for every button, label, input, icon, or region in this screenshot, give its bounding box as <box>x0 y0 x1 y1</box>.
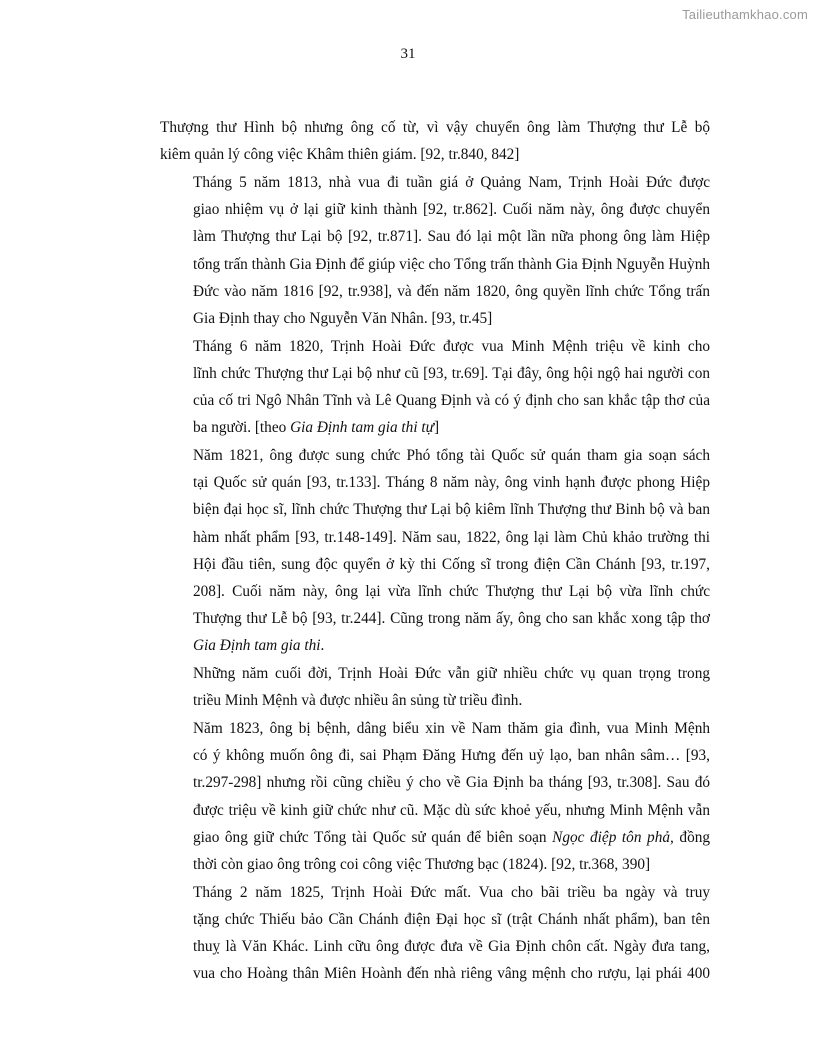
text-line: Năm 1823, ông bị bệnh, dâng biểu xin về Nam thăm gia đình, vua Minh Mệnh <box>193 719 710 737</box>
text-line: Thượng thư Lễ bộ [93, tr.244]. Cũng trong năm ấy, ông cho san khắc xong tập thơ <box>193 610 710 628</box>
text-line: có ý không muốn ông đi, sai Phạm Đăng Hưng đến uỷ lạo, ban nhân sâm… [93, <box>193 747 710 765</box>
text-line <box>160 632 710 659</box>
paragraph <box>160 114 710 168</box>
text-line: tr.297-298] nhưng rồi cũng chiều ý cho về Gia Định ba tháng [93, tr.308]. Sau đó <box>193 774 710 792</box>
book-title: Gia Định tam gia thi <box>193 637 321 655</box>
page-number: 31 <box>400 46 416 62</box>
text-line: Năm 1821, ông được sung chức Phó tổng tài Quốc sử quán tham gia soạn sách <box>193 446 710 464</box>
text-line: Thượng thư Hình bộ nhưng ông cố từ, vì vậy chuyển ông làm Thượng thư Lễ bộ <box>160 119 710 136</box>
text-line: tặng chức Thiếu bảo Cần Chánh điện Đại học sĩ (trật Chánh nhất phẩm), ban tên <box>193 910 710 928</box>
paragraph <box>160 333 710 442</box>
text-line: được triệu về kinh giữ chức như cũ. Mặc dù sức khoẻ yếu, nhưng Minh Mệnh vẫn <box>193 801 710 819</box>
text-line: 208]. Cuối năm này, ông lại vừa lĩnh chức Thượng thư Lại bộ vừa lĩnh chức <box>193 582 710 600</box>
text-line: tại Quốc sử quán [93, tr.133]. Tháng 8 năm này, ông vinh hạnh được phong Hiệp <box>193 474 710 492</box>
text-line: tổng trấn thành Gia Định để giúp việc cho Tổng trấn thành Gia Định Nguyễn Huỳnh <box>193 255 710 273</box>
text-line: của cố tri Ngô Nhân Tĩnh và Lê Quang Định và có ý định cho san khắc tập thơ của <box>193 392 710 410</box>
text-line: hàm nhất phẩm [93, tr.148-149]. Năm sau, 1822, ông lại làm Chủ khảo trường thi <box>193 528 710 546</box>
book-title: Gia Định tam gia thi tự <box>290 419 434 437</box>
paragraph <box>160 442 710 660</box>
text-run: . <box>320 637 325 655</box>
text-line: làm Thượng thư Lại bộ [92, tr.871]. Sau đó lại một lần nữa phong ông làm Hiệp <box>193 228 710 246</box>
paragraph <box>160 660 710 714</box>
text-line: giao nhiệm vụ ở lại giữ kinh thành [92, tr.862]. Cuối năm này, ông được chuyển <box>193 201 710 219</box>
paragraph <box>160 169 710 332</box>
text-line <box>160 414 710 441</box>
body-text <box>160 114 710 988</box>
paragraph <box>160 879 710 988</box>
text-line: Hội đầu tiên, sung độc quyển ở kỳ thi Cống sĩ trong điện Cần Chánh [93, tr.197, <box>193 555 710 573</box>
text-line: Những năm cuối đời, Trịnh Hoài Đức vẫn giữ nhiều chức vụ quan trọng trong <box>193 665 710 683</box>
paragraph <box>160 715 710 878</box>
text-run: giao ông giữ chức Tổng tài Quốc sử quán để biên soạn <box>193 828 553 846</box>
text-line <box>160 824 710 851</box>
text-line: lĩnh chức Thượng thư Lại bộ như cũ [93, tr.69]. Tại đây, ông hội ngộ hai người con <box>193 364 710 382</box>
text-line: triều Minh Mệnh và được nhiều ân sủng từ triều đình. <box>193 692 523 710</box>
text-line: biện đại học sĩ, lĩnh chức Thượng thư Lại bộ kiêm lĩnh Thượng thư Binh bộ và ban <box>193 501 710 519</box>
book-title: Ngọc điệp tôn phả, <box>552 828 674 846</box>
text-line: thuỵ là Văn Khác. Linh cữu ông được đưa về Gia Định chôn cất. Ngày đưa tang, <box>193 938 710 956</box>
text-run: ] <box>434 419 440 437</box>
text-line: Tháng 2 năm 1825, Trịnh Hoài Đức mất. Vua cho bãi triều ba ngày và truy <box>193 883 710 901</box>
watermark: Tailieuthamkhao.com <box>682 7 808 22</box>
text-run: đồng <box>673 828 711 846</box>
text-line: Gia Định thay cho Nguyễn Văn Nhân. [93, tr.45] <box>193 309 493 327</box>
text-line: Tháng 5 năm 1813, nhà vua đi tuần giá ở Quảng Nam, Trịnh Hoài Đức được <box>193 173 710 191</box>
text-line: kiêm quản lý công việc Khâm thiên giám. [92, tr.840, 842] <box>160 146 520 164</box>
text-run: ba người. [theo <box>193 419 291 437</box>
text-line: vua cho Hoàng thân Miên Hoành đến nhà riêng vâng mệnh cho rượu, lại phái 400 <box>193 965 710 983</box>
text-line: Đức vào năm 1816 [92, tr.938], và đến năm 1820, ông quyền lĩnh chức Tổng trấn <box>193 282 710 300</box>
text-line: Tháng 6 năm 1820, Trịnh Hoài Đức được vua Minh Mệnh triệu về kinh cho <box>193 337 710 355</box>
text-line: thời còn giao ông trông coi công việc Thương bạc (1824). [92, tr.368, 390] <box>193 855 651 873</box>
